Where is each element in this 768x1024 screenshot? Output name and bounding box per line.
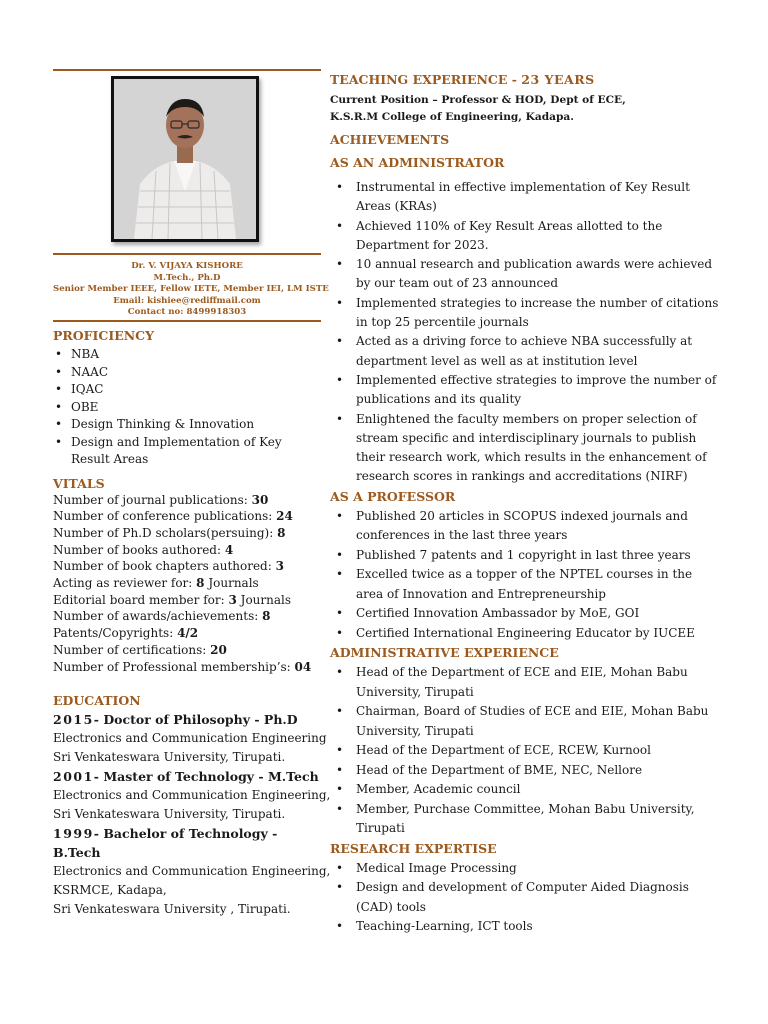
education-entry-btech: 1999- Bachelor of Technology - B.Tech Electronics and Communication Engineering, KSRMCE, Kadapa, Sri Venkateswara University , Tirupati. bbox=[53, 826, 331, 917]
list-item: • IQAC bbox=[53, 381, 321, 399]
education-year: 2015 bbox=[53, 712, 94, 728]
left-column bbox=[53, 327, 331, 919]
vital-certifications: Number of certifications: 20 bbox=[53, 642, 227, 657]
vital-book-chapters: Number of book chapters authored: 3 bbox=[53, 559, 284, 574]
profile-contact-block bbox=[53, 261, 329, 319]
list-item: • Chairman, Board of Studies of ECE and EIE, Mohan Babu University, Tirupati bbox=[330, 702, 722, 741]
list-item: • Member, Academic council bbox=[330, 780, 722, 800]
proficiency-list bbox=[53, 346, 321, 469]
list-item: • Implemented strategies to increase the number of citations in top 25 percentile journals bbox=[330, 294, 722, 333]
list-item: • Acted as a driving force to achieve NBA successfully at department level as well as at institution level bbox=[330, 332, 722, 371]
vital-conference-publications: Number of conference publications: 24 bbox=[53, 509, 293, 524]
professor-list bbox=[330, 507, 722, 644]
photo-bottom-rule bbox=[53, 253, 321, 255]
proficiency-heading: PROFICIENCY bbox=[53, 328, 155, 343]
vital-books-authored: Number of books authored: 4 bbox=[53, 542, 234, 557]
vitals-list bbox=[53, 492, 321, 676]
list-item: • Member, Purchase Committee, Mohan Babu University, Tirupati bbox=[330, 800, 722, 839]
profile-degrees: M.Tech., Ph.D bbox=[153, 272, 221, 283]
list-item: • Enlightened the faculty members on proper selection of stream specific and interdisciplinary journals to publish their research work, which results in the enhancement of research scores in rankings and accreditations (NIRF) bbox=[330, 410, 722, 487]
education-heading: EDUCATION bbox=[53, 693, 141, 709]
profile-photo bbox=[111, 76, 259, 242]
list-item: • Instrumental in effective implementation of Key Result Areas (KRAs) bbox=[330, 178, 722, 217]
profile-name: Dr. V. VIJAYA KISHORE bbox=[131, 261, 243, 271]
list-item: • OBE bbox=[53, 399, 321, 417]
admin-experience-list bbox=[330, 663, 722, 839]
list-item: • Head of the Department of ECE and EIE, Mohan Babu University, Tirupati bbox=[330, 663, 722, 702]
profile-email: Email: kishiee@rediffmail.com bbox=[113, 295, 261, 306]
education-entry-phd: 2015- Doctor of Philosophy - Ph.D Electronics and Communication Engineering Sri Venkateswara University, Tirupati. bbox=[53, 712, 327, 765]
list-item: • Published 20 articles in SCOPUS indexed journals and conferences in the last three years bbox=[330, 507, 722, 546]
profile-contact-number: Contact no: 8499918303 bbox=[127, 307, 247, 318]
list-item: • Excelled twice as a topper of the NPTEL courses in the area of Innovation and Entrepreneurship bbox=[330, 565, 722, 604]
vital-journal-publications: Number of journal publications: 30 bbox=[53, 492, 269, 507]
list-item: • Design Thinking & Innovation bbox=[53, 416, 321, 434]
vital-awards: Number of awards/achievements: 8 bbox=[53, 609, 271, 624]
teaching-heading: TEACHING EXPERIENCE - 23 YEARS bbox=[330, 72, 595, 87]
list-item: • NBA bbox=[53, 346, 321, 364]
list-item: • Certified International Engineering Educator by IUCEE bbox=[330, 624, 722, 644]
education-entry-mtech: 2001- Master of Technology - M.Tech Electronics and Communication Engineering, Sri Venkateswara University, Tirupati. bbox=[53, 769, 331, 822]
administrator-heading: AS AN ADMINISTRATOR bbox=[330, 155, 505, 170]
list-item: • Certified Innovation Ambassador by MoE, GOI bbox=[330, 604, 722, 624]
admin-experience-heading: ADMINISTRATIVE EXPERIENCE bbox=[330, 645, 559, 661]
education-year: 2001 bbox=[53, 769, 94, 785]
list-item: • Head of the Department of BME, NEC, Nellore bbox=[330, 761, 722, 781]
administrator-list bbox=[330, 178, 722, 487]
list-item: • Head of the Department of ECE, RCEW, Kurnool bbox=[330, 741, 722, 761]
current-college: K.S.R.M College of Engineering, Kadapa. bbox=[330, 111, 574, 123]
list-item: • Design and Implementation of Key Result Areas bbox=[53, 434, 321, 469]
list-item: • NAAC bbox=[53, 364, 321, 382]
list-item: • Medical Image Processing bbox=[330, 859, 722, 879]
current-position: Current Position – Professor & HOD, Dept of ECE, bbox=[330, 94, 626, 106]
vitals-heading: VITALS bbox=[53, 475, 105, 491]
vital-editorial-board: Editorial board member for: 3 Journals bbox=[53, 592, 292, 607]
person-portrait-image bbox=[114, 79, 256, 239]
right-column bbox=[330, 70, 722, 937]
vital-patents: Patents/Copyrights: 4/2 bbox=[53, 626, 199, 641]
list-item: • Published 7 patents and 1 copyright in last three years bbox=[330, 546, 722, 566]
vital-phd-scholars: Number of Ph.D scholars(persuing): 8 bbox=[53, 525, 286, 540]
research-list bbox=[330, 859, 722, 937]
education-year: 1999 bbox=[53, 826, 94, 842]
vital-reviewer: Acting as reviewer for: 8 Journals bbox=[53, 576, 259, 591]
list-item: • Implemented effective strategies to improve the number of publications and its quality bbox=[330, 371, 722, 410]
top-rule bbox=[53, 69, 321, 71]
vital-memberships: Number of Professional membership’s: 04 bbox=[53, 659, 312, 674]
achievements-heading: ACHIEVEMENTS bbox=[330, 132, 450, 147]
list-item: • Teaching-Learning, ICT tools bbox=[330, 917, 722, 937]
profile-memberships: Senior Member IEEE, Fellow IETE, Member IEI, LM ISTE bbox=[53, 284, 329, 295]
list-item: • Design and development of Computer Aided Diagnosis (CAD) tools bbox=[330, 878, 722, 917]
research-heading: RESEARCH EXPERTISE bbox=[330, 840, 497, 856]
list-item: • 10 annual research and publication awards were achieved by our team out of 23 announced bbox=[330, 255, 722, 294]
list-item: • Achieved 110% of Key Result Areas allotted to the Department for 2023. bbox=[330, 217, 722, 256]
professor-heading: AS A PROFESSOR bbox=[330, 488, 456, 504]
contact-bottom-rule bbox=[53, 320, 321, 322]
